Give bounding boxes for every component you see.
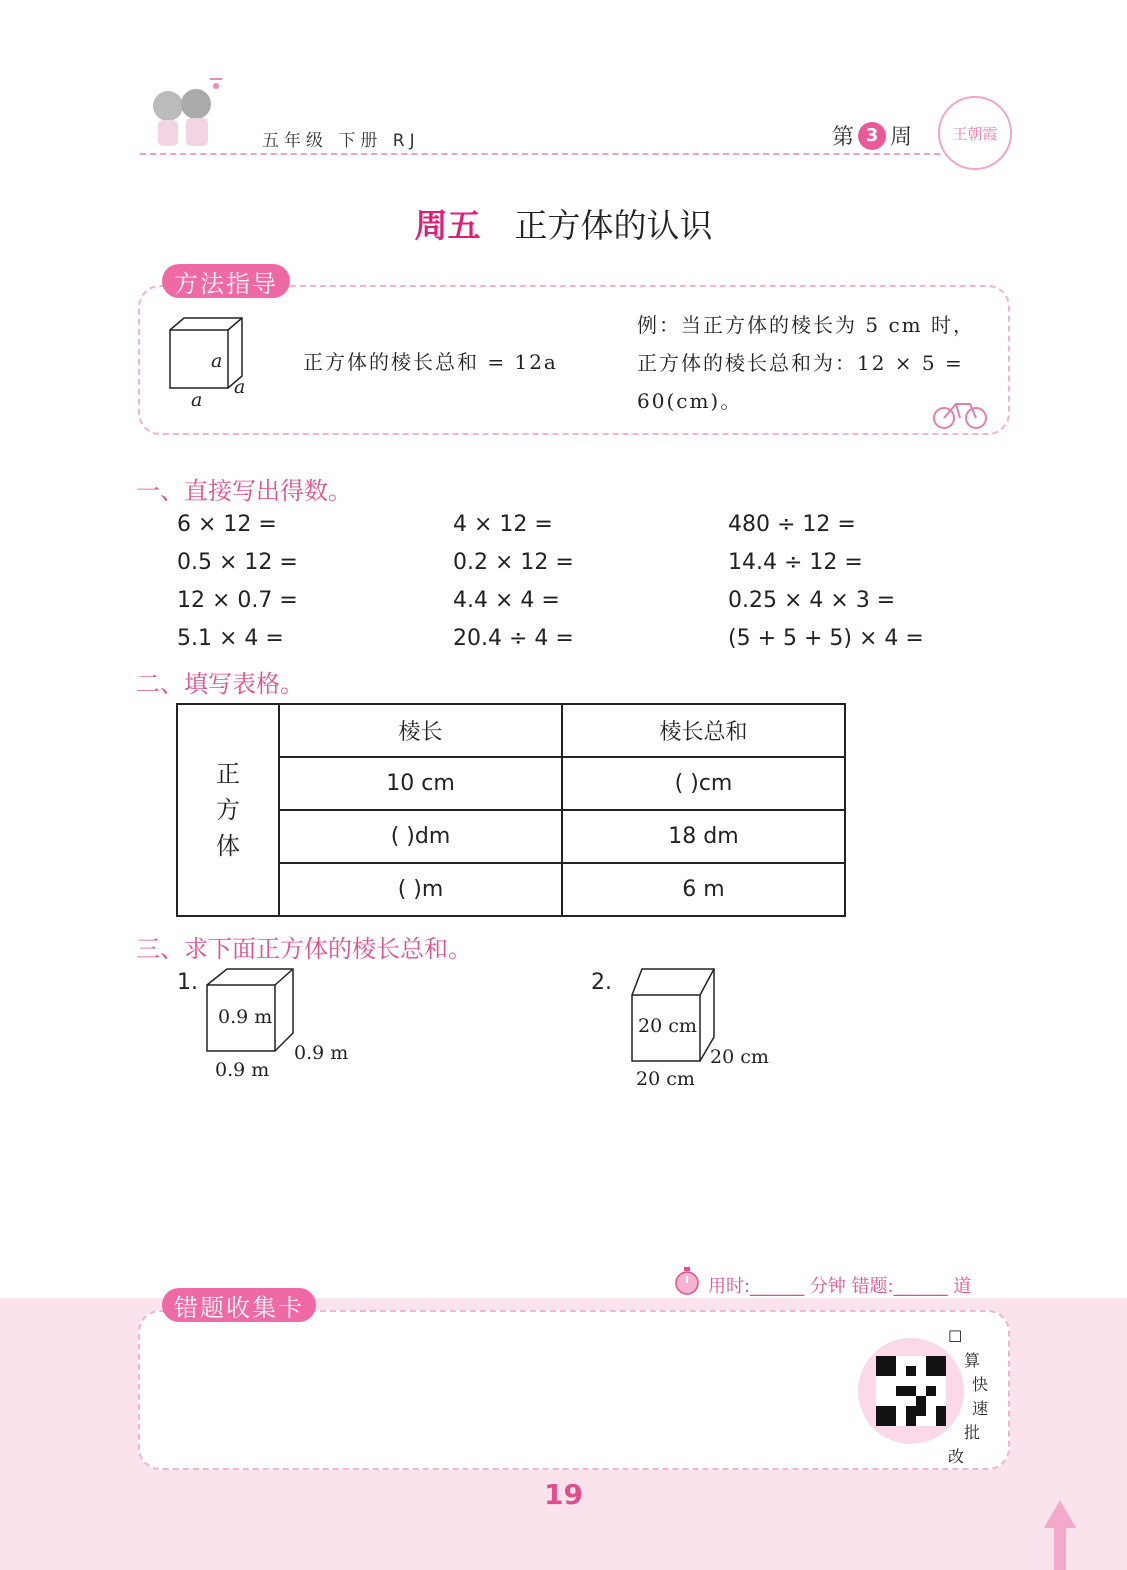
calc-item: 14.4 ÷ 12 = (728, 550, 863, 575)
table-side-label: 正 方 体 (177, 704, 279, 916)
table-header-total: 棱长总和 (562, 704, 845, 757)
cube-table (176, 703, 846, 917)
table-cell: 18 dm (562, 810, 845, 863)
section3-title: 三、求下面正方体的棱长总和。 (136, 935, 472, 963)
problem-number: 1. (177, 970, 198, 995)
calc-item: 0.25 × 4 × 3 = (728, 588, 896, 613)
table-cell: 10 cm (279, 757, 562, 810)
calc-item: 4.4 × 4 = (453, 588, 560, 613)
title-main: 正方体的认识 (514, 206, 713, 245)
calc-item: 480 ÷ 12 = (728, 512, 856, 537)
method-label: 方法指导 (162, 264, 290, 298)
method-formula: 正方体的棱长总和 = 12a (303, 350, 558, 374)
cube-edge-label-front: a (211, 350, 223, 372)
qr-caption: ☐ 算 快 速 批 改 (948, 1327, 989, 1466)
page-number: 19 (544, 1478, 583, 1511)
table-answer-cell[interactable]: ( )m (279, 863, 562, 916)
calc-item: 5.1 × 4 = (177, 626, 284, 651)
grade-label: 五年级 下册 RJ (262, 131, 420, 151)
cube-edge-label-side: a (234, 376, 246, 398)
title-day: 周五 (414, 206, 481, 245)
time-and-errors-line: 用时:______ 分钟 错题:______ 道 (708, 1276, 972, 1297)
calc-item: (5 + 5 + 5) × 4 = (728, 626, 924, 651)
example-line: 正方体的棱长总和为：12 × 5 = (637, 351, 964, 375)
stopwatch-icon (673, 1266, 701, 1296)
error-card-label: 错题收集卡 (162, 1288, 316, 1322)
table-cell: 6 m (562, 863, 845, 916)
section1-title: 一、直接写出得数。 (136, 477, 352, 505)
calc-item: 6 × 12 = (177, 512, 277, 537)
week-prefix: 第 (832, 125, 855, 150)
brand-seal: 王朝霞 (938, 96, 1012, 170)
week-number-badge: 3 (858, 122, 886, 150)
cube2-side-label: 20 cm (710, 1046, 769, 1068)
qr-code-icon[interactable] (876, 1356, 946, 1426)
table-header-edge: 棱长 (279, 704, 562, 757)
table-answer-cell[interactable]: ( )dm (279, 810, 562, 863)
cube1-front-label: 0.9 m (218, 1006, 273, 1028)
section2-title: 二、填写表格。 (136, 670, 304, 698)
calc-item: 12 × 0.7 = (177, 588, 298, 613)
calc-item: 0.2 × 12 = (453, 550, 574, 575)
calc-item: 4 × 12 = (453, 512, 553, 537)
page-title (0, 200, 1127, 247)
header-divider (140, 153, 940, 155)
example-line: 60(cm)。 (637, 389, 743, 413)
cube-edge-label-bottom: a (191, 389, 203, 411)
example-line: 例：当正方体的棱长为 5 cm 时， (637, 313, 975, 337)
kids-illustration (140, 72, 240, 157)
arrow-decoration-icon (1040, 1498, 1080, 1570)
table-answer-cell[interactable]: ( )cm (562, 757, 845, 810)
cube2-front-label: 20 cm (638, 1015, 697, 1037)
calc-item: 0.5 × 12 = (177, 550, 298, 575)
cube2-bottom-label: 20 cm (636, 1068, 695, 1090)
week-suffix: 周 (890, 125, 913, 150)
bicycle-icon (930, 392, 990, 432)
calc-item: 20.4 ÷ 4 = (453, 626, 574, 651)
cube1-side-label: 0.9 m (294, 1042, 349, 1064)
week-label (832, 120, 912, 151)
problem-number: 2. (591, 970, 612, 995)
cube1-bottom-label: 0.9 m (215, 1059, 270, 1081)
